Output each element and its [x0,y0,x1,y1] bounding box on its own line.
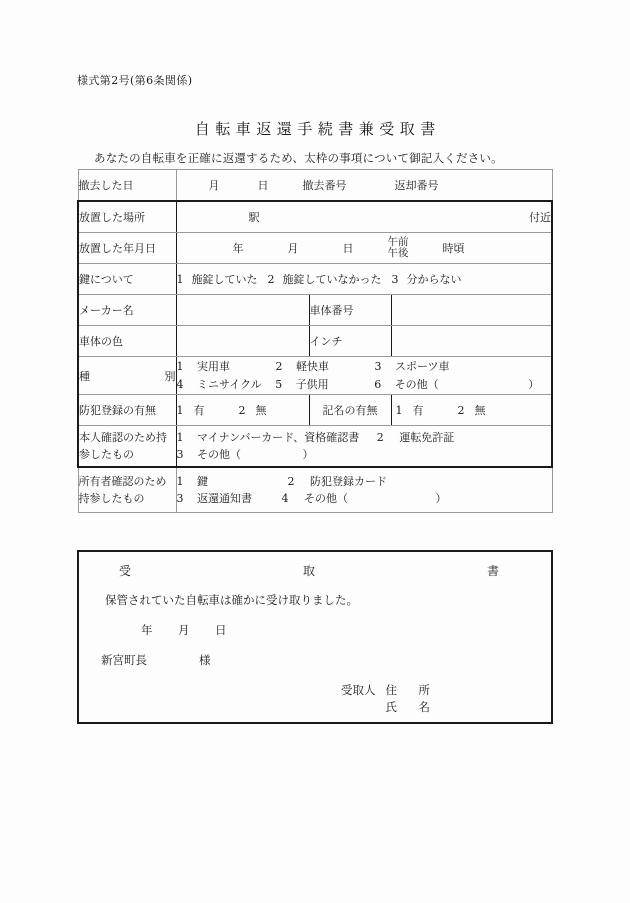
bike-type-5-text[interactable]: 子供用 [295,377,329,391]
label-frame-number [309,295,391,326]
table-row-crime-registration [78,395,552,426]
label-owner-docs [78,467,176,513]
identity-doc-other-close: ） [302,448,314,461]
crime-reg-2-no[interactable]: 2 [238,403,246,417]
owner-doc-1-no[interactable]: 1 [176,474,184,488]
identity-doc-3-text[interactable]: その他（ [197,448,241,461]
field-removal-date[interactable] [176,170,552,202]
label-bike-type-first: 種 [79,369,90,383]
label-identity-docs [78,426,176,468]
receipt-address-label[interactable]: 住 所 [385,683,435,697]
identity-doc-2-no[interactable]: 2 [376,430,384,444]
return-number-label: 返却番号 [394,179,439,192]
label-maker [78,295,176,326]
lock-option-3-text[interactable]: 分からない [406,273,462,286]
label-name-marked-text: 記名の有無 [322,404,378,417]
identity-doc-2-text[interactable]: 運転免許証 [399,430,455,444]
receipt-title-char-1: 受 [119,564,132,578]
bike-type-1-no[interactable]: 1 [176,360,184,374]
bike-type-other-close: ） [528,377,540,391]
form-number: 様式第2号(第6条関係) [77,74,193,87]
receipt-honorific: 様 [199,653,211,667]
identity-doc-1-no[interactable]: 1 [176,430,184,444]
crime-reg-1-text[interactable]: 有 [193,404,205,417]
lock-option-2-no[interactable]: 2 [267,272,275,286]
removal-number-label: 撤去番号 [302,179,347,192]
ampm-pm[interactable]: 午後 [387,247,409,259]
ampm-selector[interactable] [388,237,409,260]
ampm-am[interactable]: 午前 [387,235,409,248]
page-title: 自転車返還手続書兼受取書 [194,120,441,138]
label-abandon-datetime [78,233,176,264]
field-maker-value[interactable] [176,295,309,326]
receipt-statement: 保管されていた自転車は確かに受け取りました。 [105,593,358,607]
name-marked-2-text[interactable]: 無 [474,404,486,417]
receipt-name-label[interactable]: 氏 名 [385,700,435,715]
abandon-hour: 時頃 [442,242,465,255]
abandon-year: 年 [232,242,244,255]
label-lock-state-text: 鍵について [79,273,134,286]
owner-doc-3-no[interactable]: 3 [176,492,184,505]
table-row-abandon-place [78,201,552,233]
abandon-day: 日 [342,242,354,255]
owner-doc-2-no[interactable]: 2 [287,474,295,488]
name-marked-1-no[interactable]: 1 [395,403,403,417]
label-owner-docs-line1: 所有者確認のため [78,474,167,488]
label-lock-state [78,264,176,295]
field-abandon-place[interactable] [176,201,552,233]
label-maker-text: メーカー名 [79,304,134,317]
receipt-mayor-title: 新宮町長 [101,653,147,667]
label-crime-registration [78,395,176,426]
bike-type-4-text[interactable]: ミニサイクル [197,377,262,391]
bike-type-5-no[interactable]: 5 [275,377,283,391]
instruction-text: あなたの自転車を正確に返還するため、太枠の事項について御記入ください。 [94,151,503,165]
table-row-removal-date [78,170,552,202]
owner-doc-other-close: ） [435,492,447,505]
label-abandon-datetime-text: 放置した年月日 [79,242,156,255]
owner-doc-2-text[interactable]: 防犯登録カード [310,474,387,488]
label-crime-registration-text: 防犯登録の有無 [79,404,156,417]
abandon-place-station: 駅 [248,211,260,224]
bike-type-2-text[interactable]: 軽快車 [296,360,329,374]
identity-docs-line-2 [177,446,552,463]
bike-type-6-no[interactable]: 6 [374,377,382,391]
field-body-color-value[interactable] [176,326,309,357]
bike-type-1-text[interactable]: 実用車 [197,360,230,374]
label-body-color-text: 車体の色 [79,335,123,348]
label-abandon-place [78,201,176,233]
field-crime-registration[interactable] [176,395,309,426]
label-identity-docs-line1: 本人確認のため持 [79,430,167,444]
bike-type-3-no[interactable]: 3 [374,360,382,374]
field-owner-docs[interactable] [176,467,552,513]
field-inch-value[interactable] [391,326,552,357]
lock-option-3-no[interactable]: 3 [391,272,399,286]
label-removal-date [78,170,176,202]
receipt-title [119,562,499,579]
lock-option-1-text[interactable]: 施錠していた [191,273,258,286]
receipt-receiver-block [341,682,435,717]
label-bike-type [78,357,176,395]
removal-date-day: 日 [257,179,269,192]
identity-doc-3-no[interactable]: 3 [176,448,184,461]
label-name-marked [309,395,391,426]
owner-doc-4-text[interactable]: その他（ [304,492,348,505]
label-abandon-place-text: 放置した場所 [79,211,145,224]
owner-docs-line-1 [177,473,552,490]
table-row-identity-docs [78,426,552,468]
name-marked-1-text[interactable]: 有 [412,404,424,417]
label-owner-docs-line2: 持参したもの [78,492,145,505]
field-identity-docs[interactable] [176,426,552,468]
table-row-owner-docs [78,467,552,513]
removal-date-month: 月 [208,179,220,192]
bike-type-3-text[interactable]: スポーツ車 [395,360,450,374]
receipt-receiver-label: 受取人 [341,683,376,697]
receipt-addressee [101,652,211,668]
label-inch [309,326,391,357]
label-removal-date-text: 撤去した日 [78,179,134,192]
receipt-title-char-3: 書 [486,564,499,578]
table-row-body-color [78,326,552,357]
receipt-box [77,550,553,724]
bike-type-line-1 [177,358,552,375]
table-row-bike-type [78,357,552,395]
name-marked-2-no[interactable]: 2 [457,403,465,417]
field-abandon-datetime[interactable] [176,233,552,264]
identity-docs-line-1 [177,429,552,446]
label-body-color [78,326,176,357]
bike-type-6-text[interactable]: その他（ [394,377,439,391]
receipt-date-line[interactable]: 年 月 日 [141,623,234,637]
abandon-place-vicinity: 付近 [529,211,552,224]
label-bike-type-last: 別 [164,369,176,383]
bike-type-4-no[interactable]: 4 [176,377,184,391]
bike-type-line-2 [177,376,552,393]
table-row-abandon-datetime [78,233,552,264]
bike-type-2-no[interactable]: 2 [275,360,283,374]
field-lock-state[interactable] [176,264,552,295]
identity-doc-1-text[interactable]: マイナンバーカード、資格確認書 [197,430,360,444]
abandon-month: 月 [287,242,299,255]
owner-doc-4-no[interactable]: 4 [281,492,289,505]
field-bike-type[interactable] [176,357,552,395]
label-identity-docs-line2: 参したもの [79,448,134,461]
lock-option-2-text[interactable]: 施錠していなかった [282,273,382,286]
crime-reg-1-no[interactable]: 1 [176,403,184,417]
crime-reg-2-text[interactable]: 無 [255,404,267,417]
bicycle-return-form-table [77,169,553,513]
table-row-maker [78,295,552,326]
owner-doc-1-text[interactable]: 鍵 [197,474,208,488]
label-inch-text: インチ [309,335,343,348]
field-name-marked[interactable] [391,395,552,426]
receipt-title-char-2: 取 [302,564,315,578]
field-frame-number-value[interactable] [391,295,552,326]
table-row-lock-state [78,264,552,295]
owner-docs-line-2 [177,490,552,507]
label-frame-number-text: 車体番号 [309,304,354,317]
lock-option-1-no[interactable]: 1 [176,272,184,286]
owner-doc-3-text[interactable]: 返還通知書 [197,492,252,505]
